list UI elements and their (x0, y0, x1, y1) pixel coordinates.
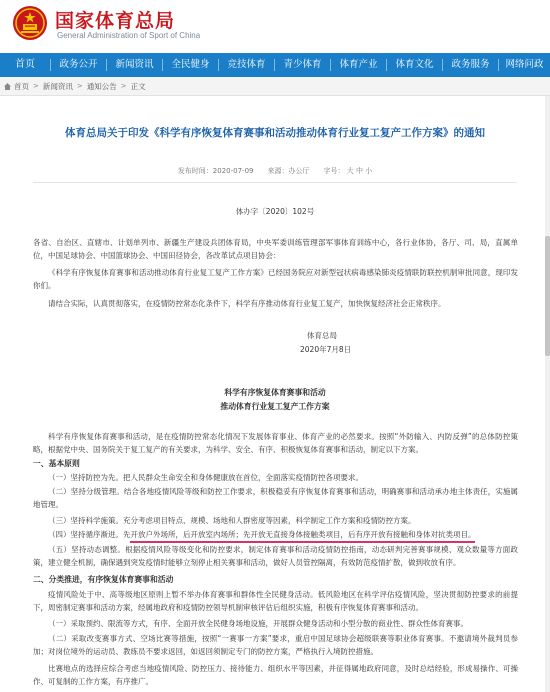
breadcrumb-home[interactable]: 首页 (14, 81, 29, 91)
scrollbar-thumb[interactable] (545, 236, 550, 356)
plan-intro: 科学有序恢复体育赛事和活动，是在疫情防控常态化情况下发展体育事业、体育产业的必然要求。按照“外防输入、内防反弹”的总体防控策略，根据党中央、国务院关于复工复产的有关要求，为科学、安全、有序、积极恢复体育赛事和活动，制定以下方案。 (33, 432, 518, 454)
home-icon (4, 83, 11, 90)
nav-home[interactable]: 首页 (15, 59, 35, 70)
nav-government-affairs[interactable]: 政务公开 (59, 59, 98, 70)
scrollbar[interactable] (545, 96, 550, 692)
principle-item: （二）坚持分级管理。结合各地疫情风险等级和防控工作要求，积极稳妥有序恢复体育赛事和活动，明确赛事和活动承办地主体责任，实施属地管理。 (33, 487, 518, 509)
signature: 体育总局 (307, 331, 337, 340)
breadcrumb-separator: > (33, 82, 39, 90)
section-heading-2: 二、分类推进，有序恢复体育赛事和活动 (33, 575, 174, 584)
plan-title-line-2: 推动体育行业复工复产工作方案 (220, 402, 330, 411)
measure-item: （二）采取改变赛事方式、空场比赛等措施，按照“一赛事一方案”要求，重启中国足球协会超级联赛等职业体育赛事。不邀请境外裁判员参加；对岗位境外的运动员、教练员不要求返回，如返回须制定专门的防控方案，严格执行入境防控措施。 (33, 634, 518, 656)
nav-news[interactable]: 新闻资讯 (115, 59, 154, 70)
nav-sports-industry[interactable]: 体育产业 (339, 59, 378, 70)
national-emblem-icon[interactable] (12, 5, 48, 41)
nav-gov-services[interactable]: 政务服务 (451, 59, 490, 70)
section-heading-1: 一、基本原则 (33, 459, 80, 468)
signature-date: 2020年7月8日 (300, 345, 352, 354)
site-title[interactable]: 国家体育总局 (55, 10, 176, 32)
plan-title-line-1: 科学有序恢复体育赛事和活动 (224, 388, 326, 397)
article-meta (0, 166, 550, 176)
site-subtitle: General Administration of Sport of China (57, 31, 201, 40)
font-size-selector[interactable]: 字号： 大 中 小 (323, 167, 373, 175)
section2-intro: 疫情风险处于中、高等级地区原则上暂不举办体育赛事和群体性全民健身活动。低风险地区在科学评估疫情风险，坚决贯彻防控要求的前提下，周密制定赛事和活动方案，经属地政府和疫情防控领导机制审核评估后组织实施，积极有序恢复体育赛事和活动。 (33, 590, 518, 612)
main-nav (0, 53, 550, 77)
article-title: 体育总局关于印发《科学有序恢复体育赛事和活动推动体育行业复工复产工作方案》的通知 (65, 127, 485, 139)
breadcrumb-separator: > (76, 82, 83, 90)
meta-divider (33, 182, 517, 183)
document-number: 体办字〔2020〕102号 (235, 207, 315, 216)
principle-item: （五）坚持动态调整。根据疫情风险等级变化和防控要求，制定体育赛事和活动疫情防控指南，动态研判完善赛事规模、观众数量等方面政策，建立健全机制，确保遇到突发疫情时能够立刻停止相关赛事和活动，做好人员管控隔离，有效防范疫情扩散，做到收放有序。 (33, 545, 518, 567)
nav-competitive-sports[interactable]: 竞技体育 (227, 59, 266, 70)
breadcrumb (0, 77, 550, 96)
principle-item: （三）坚持科学施策。充分考虑项目特点、规模、场地和人群密度等因素，科学制定工作方案和疫情防控方案。 (48, 516, 416, 525)
breadcrumb-separator: > (120, 82, 127, 90)
breadcrumb-notices[interactable]: 通知公告 (86, 81, 117, 91)
principle-item: （一）坚持防控为先。把人民群众生命安全和身体健康放在首位，全面落实疫情防控各项要求。 (48, 473, 363, 482)
notice-paragraph-1: 《科学有序恢复体育赛事和活动推动体育行业复工复产工作方案》已经国务院应对新型冠状病毒感染肺炎疫情联防联控机制审批同意，现印发你们。 (33, 268, 518, 290)
article-source: 来源：办公厅 (267, 167, 310, 175)
publish-date: 发布时间：2020-07-09 (177, 167, 254, 175)
breadcrumb-news[interactable]: 新闻资讯 (42, 81, 73, 91)
nav-online-inquiry[interactable]: 网络问政 (505, 59, 544, 70)
breadcrumb-current: 正文 (130, 81, 146, 91)
principle-item: （四）坚持循序渐进。先开放户外场所，后开放室内场所；先开放无直接身体接触类项目，后有序开放有接触和身体对抗类项目。 (48, 530, 476, 539)
nav-fitness[interactable]: 全民健身 (171, 59, 210, 70)
measure-item: （一）采取预约、限流等方式，有序、全面开放全民健身场地设施，开展群众健身活动和小型分散的商业性、群众性体育赛事。 (48, 619, 468, 628)
nav-youth-sports[interactable]: 青少体育 (283, 59, 322, 70)
site-header (0, 0, 550, 53)
nav-sports-culture[interactable]: 体育文化 (395, 59, 434, 70)
notice-paragraph-2: 请结合实际，认真贯彻落实，在疫情防控常态化条件下，科学有序推动体育行业复工复产，加快恢复经济社会正常秩序。 (48, 299, 446, 308)
recipients-paragraph: 各省、自治区、直辖市、计划单列市、新疆生产建设兵团体育局，中央军委训练管理部军事体育训练中心，各行业体协，各厅、司、局，直属单位，中国足球协会、中国篮球协会、中国田径协会，各改革试点项目协会： (33, 238, 518, 260)
measure-item: 比赛地点的选择应综合考虑当地疫情风险、防控压力、接待能力、组织水平等因素，并征得属地政府同意，及时总结经验，形成易操作、可操作、可复制的工作方案，有序推广。 (33, 664, 518, 686)
